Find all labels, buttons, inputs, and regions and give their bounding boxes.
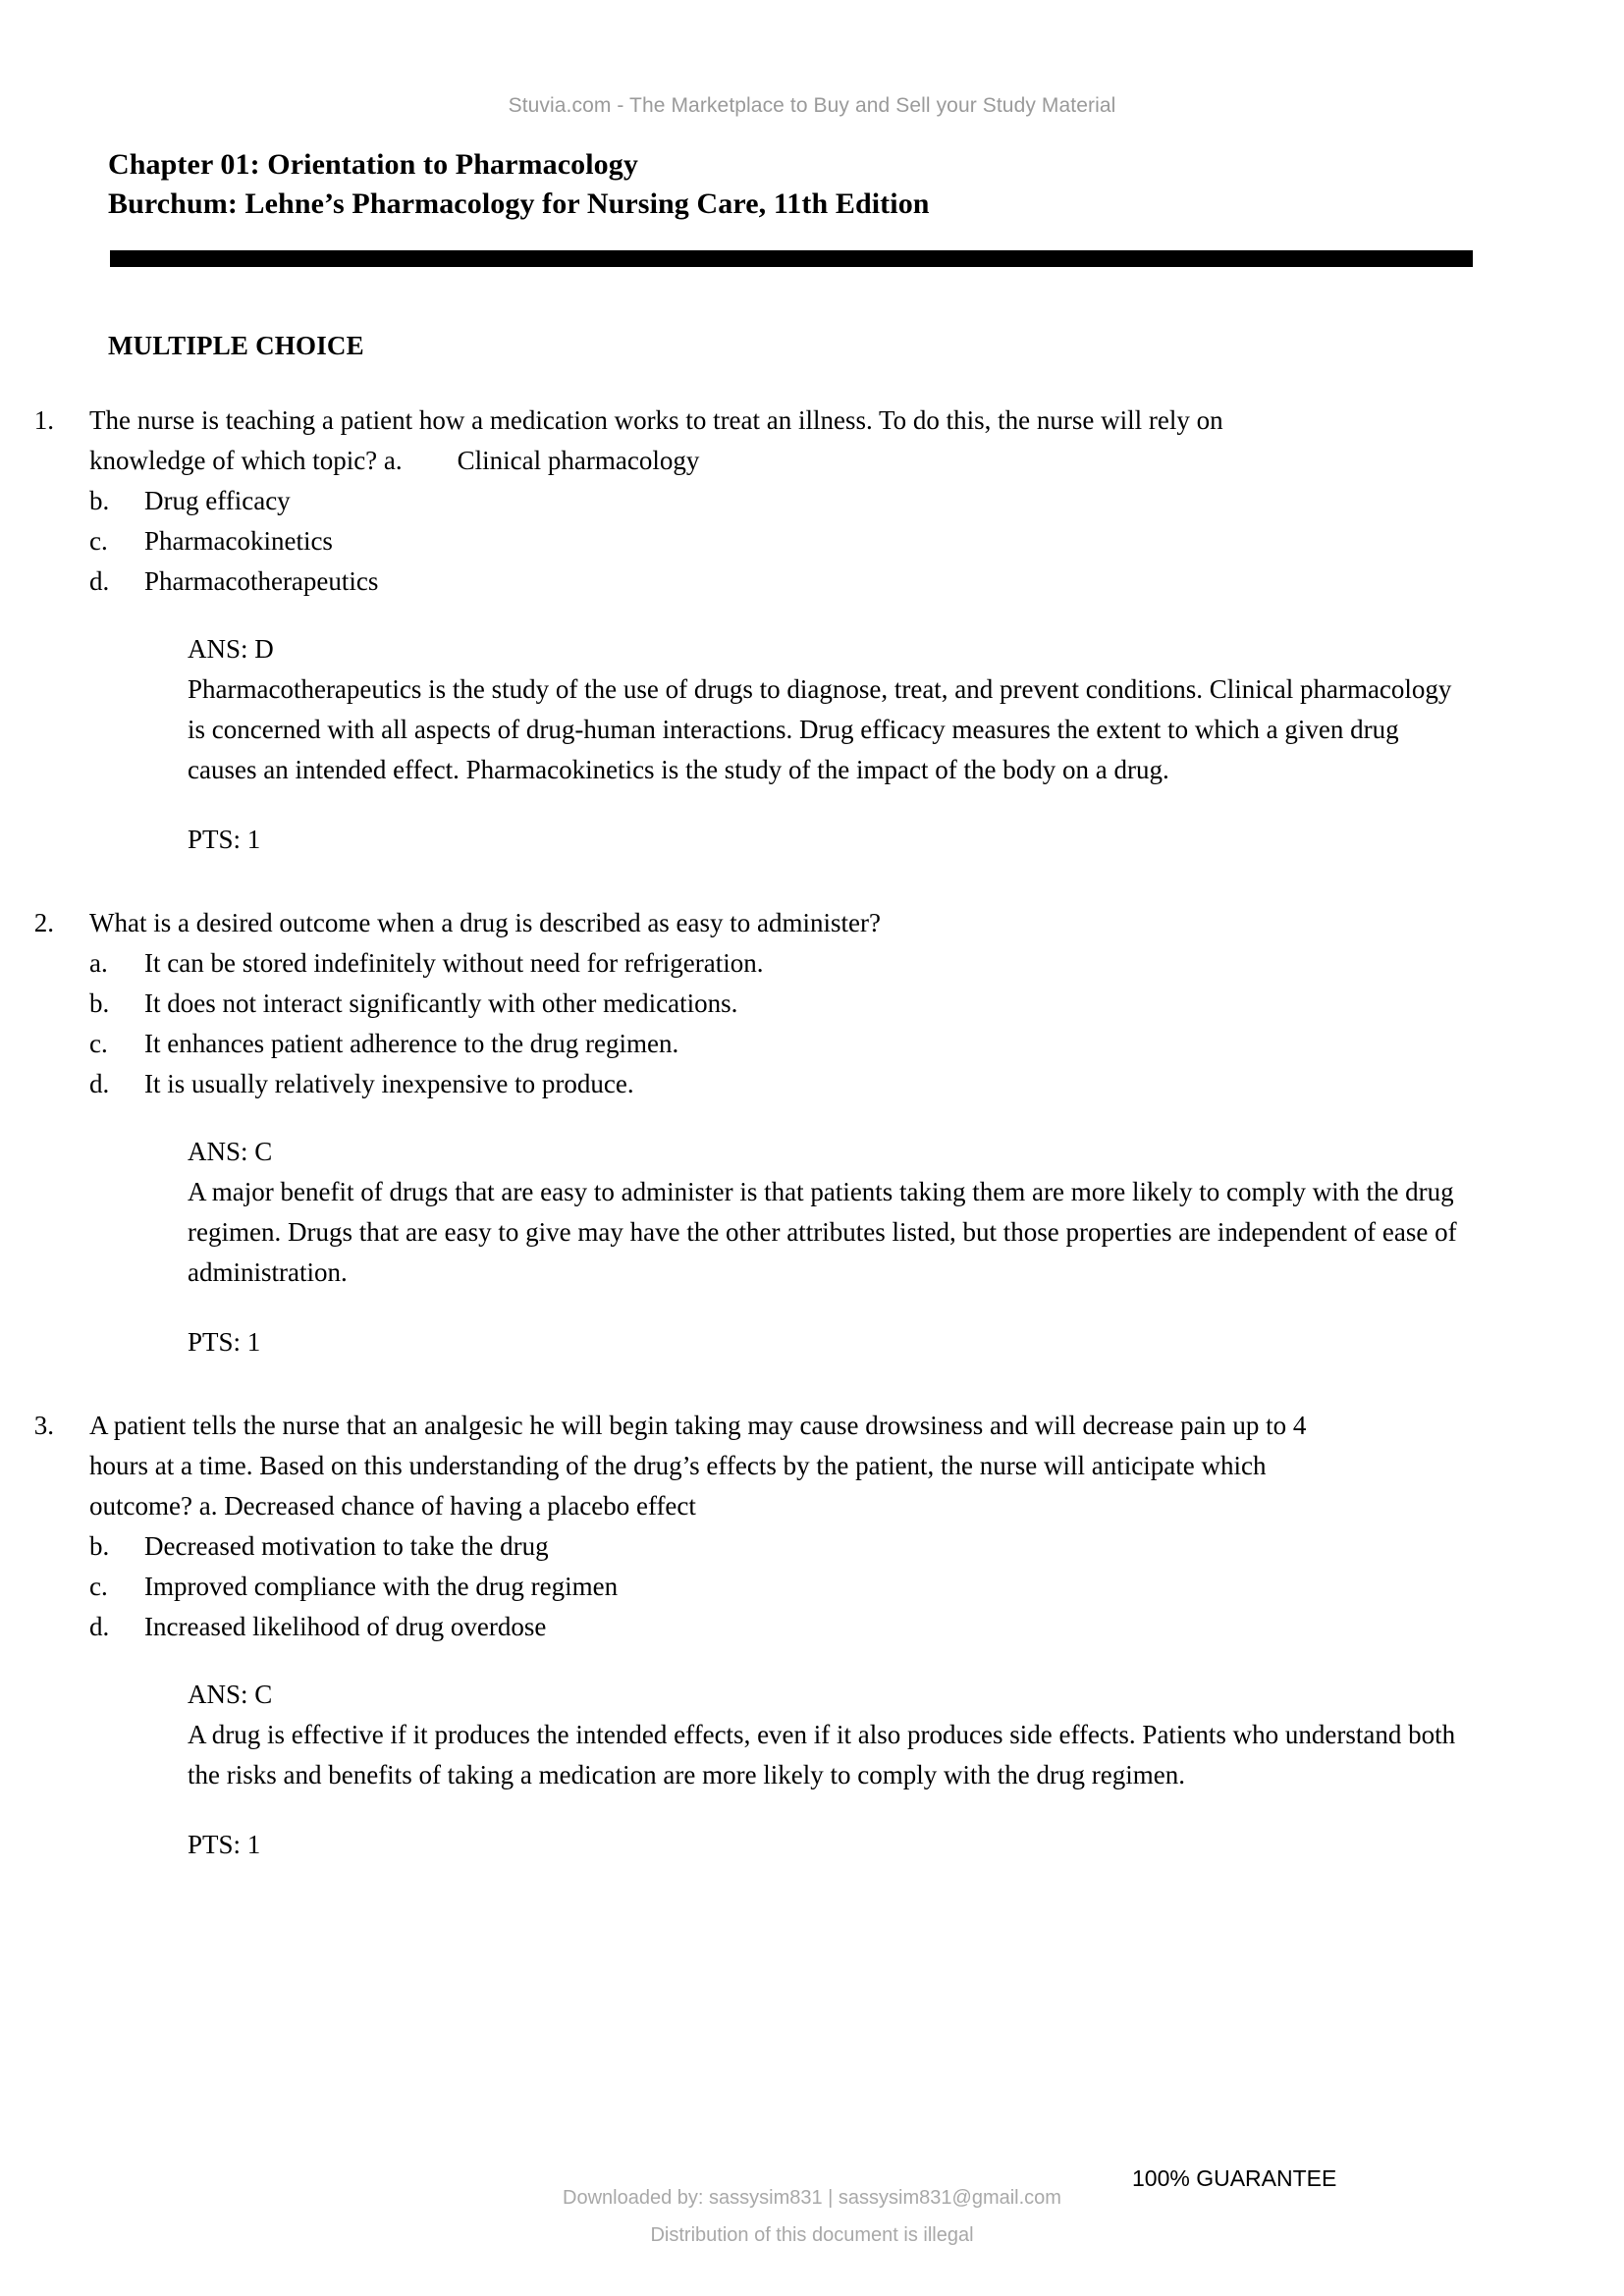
option-letter: b.: [89, 988, 110, 1018]
option-row[interactable]: [89, 984, 1624, 1024]
option-letter: d.: [89, 566, 110, 596]
question-stem: [89, 400, 1331, 481]
answer-block: [188, 629, 1464, 790]
option-text: Increased likelihood of drug overdose: [144, 1612, 547, 1641]
page-title-line-2: Burchum: Lehne’s Pharmacology for Nursing Care, 11th Edition: [108, 187, 930, 220]
option-letter: c.: [89, 1572, 108, 1601]
question-number: 3.: [33, 1411, 54, 1440]
option-letter: b.: [89, 1531, 110, 1561]
option-text: It is usually relatively inexpensive to produce.: [144, 1069, 634, 1098]
option-row[interactable]: [89, 1024, 1624, 1064]
title-divider-rule: [110, 250, 1473, 267]
question-stem: What is a desired outcome when a drug is described as easy to administer?: [89, 908, 881, 937]
question-number: 2.: [33, 908, 54, 937]
question-item: [0, 400, 1624, 903]
option-row[interactable]: [89, 1064, 1624, 1104]
points-label: PTS: 1: [188, 1327, 261, 1357]
option-letter: d.: [89, 1612, 110, 1641]
question-number: 1.: [33, 405, 54, 435]
question-stem-row: [0, 400, 1624, 481]
question-stem-row: [0, 1406, 1624, 1526]
option-row[interactable]: [89, 521, 1624, 561]
question-spacer: [0, 1362, 1624, 1406]
question-item: [0, 1406, 1624, 1865]
answer-block: [188, 1132, 1464, 1293]
option-text: It can be stored indefinitely without need for refrigeration.: [144, 948, 764, 978]
question-list: [0, 400, 1624, 1865]
footer-downloaded-by: Downloaded by: sassysim831 | sassysim831@gmail.com: [563, 2187, 1061, 2209]
option-text: It does not interact significantly with other medications.: [144, 988, 738, 1018]
answer-label: ANS: C: [188, 1680, 273, 1709]
document-title-block: [108, 145, 1502, 224]
option-text: It enhances patient adherence to the drug regimen.: [144, 1029, 679, 1058]
option-text: Pharmacokinetics: [144, 526, 333, 556]
option-letter: c.: [89, 1029, 108, 1058]
answer-rationale: A drug is effective if it produces the intended effects, even if it also produces side effects. Patients who understand both the risks and benefits of taking a medication are more likely to comply with the drug regimen.: [188, 1720, 1456, 1789]
page-title-line-1: Chapter 01: Orientation to Pharmacology: [108, 148, 638, 181]
answer-label: ANS: D: [188, 634, 274, 664]
answer-rationale: Pharmacotherapeutics is the study of the use of drugs to diagnose, treat, and prevent conditions. Clinical pharmacology is concerned with all aspects of drug-human interactions. Drug efficacy measures the extent to which a given drug causes an intended effect. Pharmacokinetics is the study of the impact of the body on a drug.: [188, 674, 1452, 784]
option-text: Drug efficacy: [144, 486, 291, 515]
question-stem: A patient tells the nurse that an analgesic he will begin taking may cause drowsiness and will decrease pain up to 4 hours at a time. Based on this understanding of the drug’s effects by the patient, the nurse will anticipate which outcome? a. Decreased chance of having a placebo effect: [89, 1411, 1307, 1521]
question-spacer: [0, 860, 1624, 903]
stuvia-watermark-header: Stuvia.com - The Marketplace to Buy and Sell your Study Material: [508, 94, 1116, 117]
option-row[interactable]: [89, 561, 1624, 602]
option-row[interactable]: [89, 943, 1624, 984]
option-letter: c.: [89, 526, 108, 556]
section-heading-multiple-choice: MULTIPLE CHOICE: [108, 331, 364, 360]
option-text: Pharmacotherapeutics: [144, 566, 379, 596]
option-letter: d.: [89, 1069, 110, 1098]
option-letter: b.: [89, 486, 110, 515]
question-stem-text: The nurse is teaching a patient how a medication works to treat an illness. To do this, the nurse will rely on knowledge of which topic? a.: [89, 405, 1223, 475]
question-inline-option-a: Clinical pharmacology: [457, 446, 700, 475]
points-label: PTS: 1: [188, 825, 261, 854]
points-label: PTS: 1: [188, 1830, 261, 1859]
option-row[interactable]: [89, 481, 1624, 521]
answer-block: [188, 1675, 1464, 1795]
question-item: [0, 903, 1624, 1406]
option-row[interactable]: [89, 1607, 1624, 1647]
footer-guarantee-badge: 100% GUARANTEE: [1132, 2165, 1337, 2191]
footer-distribution-notice: Distribution of this document is illegal: [650, 2224, 974, 2246]
answer-rationale: A major benefit of drugs that are easy to administer is that patients taking them are more likely to comply with the drug regimen. Drugs that are easy to give may have the other attributes listed, but those properties are independent of ease of administration.: [188, 1177, 1457, 1287]
option-row[interactable]: [89, 1567, 1624, 1607]
question-stem-row: [0, 903, 1624, 943]
option-row[interactable]: [89, 1526, 1624, 1567]
option-text: Decreased motivation to take the drug: [144, 1531, 549, 1561]
answer-label: ANS: C: [188, 1137, 273, 1166]
option-letter: a.: [89, 948, 108, 978]
option-text: Improved compliance with the drug regimen: [144, 1572, 619, 1601]
